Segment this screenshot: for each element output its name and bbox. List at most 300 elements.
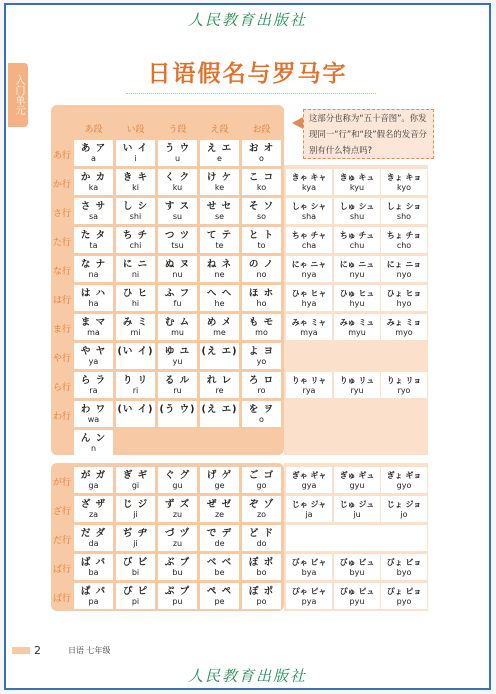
kana-cell [200,343,239,369]
romaji-text: ryo [397,386,411,395]
kana-text: つ ツ [164,230,191,241]
kana-text: ぎ ギ [122,470,149,481]
kana-cell [242,140,281,166]
publisher-logo-bottom: 人民教育出版社 [187,667,307,685]
row-label: た行 [52,238,71,248]
kana-text: びゃ ビャ [291,558,327,567]
romaji-text: ke [214,183,225,192]
title-divider [126,93,376,94]
romaji-text: mu [171,328,184,337]
kana-cell [74,583,113,609]
romaji-text: ku [172,183,183,192]
romaji-text: pi [131,597,140,606]
romaji-text: to [257,241,266,250]
yoon-cell [381,554,427,580]
romaji-text: hya [301,299,317,308]
kana-cell [242,343,281,369]
romaji-text: a [91,154,96,163]
romaji-text: se [214,212,225,221]
romaji-text: bo [256,568,267,577]
romaji-text: pya [301,597,317,606]
kana-text: ひゃ ヒャ [291,289,327,298]
romaji-text: zu [172,510,183,519]
row-label: あ行 [52,151,71,161]
kana-text: (い イ) [117,404,154,415]
kana-cell [74,430,113,456]
kana-cell [200,314,239,340]
romaji-text: ji [133,539,138,548]
kana-text: や ヤ [80,346,107,357]
column-header: あ段 [84,125,103,135]
romaji-text: kya [302,183,316,192]
kana-text: び ビ [122,557,149,568]
romaji-text: ryu [350,386,364,395]
kana-text: た タ [80,230,107,241]
kana-cell [74,467,113,493]
kana-text: ぽ ポ [248,586,275,597]
kana-text: ひょ ヒョ [386,289,422,298]
kana-cell [158,343,197,369]
kana-cell [158,285,197,311]
kana-cell [242,401,281,427]
kana-cell [116,525,155,551]
kana-text: ぎゃ ギャ [291,471,327,480]
kana-text: ぷ プ [164,586,191,597]
kana-cell [116,198,155,224]
kana-cell [242,169,281,195]
kana-cell [158,227,197,253]
romaji-text: zu [172,539,183,548]
romaji-text: ja [305,510,313,519]
kana-cell [200,496,239,522]
kana-text: づ ヅ [164,528,191,539]
kana-cell [116,554,155,580]
romaji-text: yo [256,357,267,366]
romaji-text: ro [257,386,266,395]
kana-cell [200,227,239,253]
romaji-text: myo [395,328,413,337]
kana-text: い イ [122,143,149,154]
kana-cell [74,525,113,551]
kana-cell [158,169,197,195]
kana-cell [158,140,197,166]
yoon-cell [286,256,332,282]
yoon-cell [381,169,427,195]
kana-text: きょ キョ [386,173,422,182]
column-header: お段 [252,125,271,135]
romaji-text: sha [301,212,317,221]
kana-text: じ ジ [122,499,149,510]
romaji-text: byo [396,568,412,577]
kana-cell [200,198,239,224]
kana-cell [116,372,155,398]
kana-text: で デ [206,528,233,539]
yoon-cell [286,554,332,580]
kana-text: わ ワ [80,404,107,415]
yoon-cell [286,169,332,195]
romaji-text: ga [88,481,99,490]
row-label: ま行 [52,325,71,335]
romaji-text: ho [256,299,267,308]
romaji-text: bya [301,568,317,577]
kana-text: ぐ グ [164,470,191,481]
romaji-text: te [215,241,224,250]
page-number-bar [12,647,30,654]
yoon-cell [334,314,380,340]
kana-text: ん ン [80,433,107,444]
yoon-cell [334,372,380,398]
note-box: 这部分也称为“五十音图”。你发现同一“行”和“段”假名的发音分别有什么特点吗? [303,109,434,159]
romaji-text: myu [348,328,366,337]
romaji-text: nya [301,270,317,279]
kana-text: ば バ [80,557,107,568]
romaji-text: pu [172,597,183,606]
romaji-text: gyu [349,481,365,490]
yoon-cell [334,227,380,253]
romaji-text: u [174,154,181,163]
yoon-cell [286,198,332,224]
kana-cell [74,372,113,398]
romaji-text: ba [88,568,99,577]
kana-text: け ケ [206,172,233,183]
yoon-cell [286,467,332,493]
romaji-text: jo [400,510,408,519]
kana-cell [116,314,155,340]
romaji-text: nyu [349,270,365,279]
kana-cell [242,525,281,551]
kana-text: べ ベ [206,557,233,568]
kana-cell [200,583,239,609]
yoon-cell [334,169,380,195]
romaji-text: do [256,539,267,548]
kana-text: か カ [80,172,107,183]
yoon-cell [286,285,332,311]
blank-cell [286,525,427,551]
romaji-text: me [213,328,226,337]
romaji-text: o [259,154,264,163]
romaji-text: ju [353,510,361,519]
romaji-text: ha [88,299,99,308]
kana-text: て テ [206,230,233,241]
row-label: か行 [52,180,71,190]
kana-text: こ コ [248,172,275,183]
romaji-text: gyo [396,481,412,490]
kana-text: る ル [164,375,191,386]
romaji-text: bi [131,568,140,577]
kana-cell [242,256,281,282]
kana-cell [116,401,155,427]
kana-text: を ヲ [248,404,275,415]
page-title: 日语假名与罗马字 [147,61,348,87]
kana-text: ぴゃ ピャ [291,587,327,596]
footer-book-title: 日语 七年级 [68,646,111,655]
kana-text: ぎょ ギョ [386,471,422,480]
kana-text: ぱ パ [80,586,107,597]
kana-text: ず ズ [164,499,191,510]
unit-tab[interactable]: 入门单元 [8,63,28,127]
kana-text: ま マ [80,317,107,328]
kana-cell [242,554,281,580]
kana-cell [242,285,281,311]
romaji-text: gi [131,481,140,490]
kana-cell [158,401,197,427]
romaji-text: ka [88,183,99,192]
kana-cell [116,285,155,311]
kana-cell [200,372,239,398]
romaji-text: ki [132,183,139,192]
kana-text: みゅ ミュ [339,318,375,327]
romaji-text: cha [301,241,317,250]
kana-text: く ク [164,172,191,183]
yoon-cell [381,372,427,398]
kana-cell [116,256,155,282]
kana-text: (え エ) [201,346,238,357]
yoon-cell [381,314,427,340]
kana-cell [242,583,281,609]
romaji-text: ri [132,386,139,395]
romaji-text: po [256,597,267,606]
kana-text: にょ ニョ [386,260,422,269]
textbook-page [4,3,491,690]
kana-cell [116,496,155,522]
kana-text: ど ド [248,528,275,539]
kana-cell [242,496,281,522]
kana-text: が ガ [80,470,107,481]
kana-text: りょ リョ [386,376,422,385]
romaji-text: da [88,539,99,548]
yoon-cell [286,314,332,340]
kana-text: ぺ ペ [206,586,233,597]
romaji-text: tsu [171,241,184,250]
row-label: は行 [52,296,71,306]
kana-text: しょ ショ [386,202,422,211]
kana-cell [74,140,113,166]
kana-text: じょ ジョ [386,500,422,509]
kana-cell [242,467,281,493]
page-number: 2 [34,644,41,657]
romaji-text: de [214,539,225,548]
kana-cell [158,583,197,609]
romaji-text: pe [214,597,225,606]
kana-text: ぴょ ピョ [386,587,422,596]
kana-text: ね ネ [206,259,233,270]
yoon-cell [286,583,332,609]
kana-cell [158,198,197,224]
romaji-text: ta [89,241,98,250]
kana-text: ぼ ボ [248,557,275,568]
kana-text: きゃ キャ [291,173,327,182]
romaji-text: ya [88,357,99,366]
row-label: ば行 [52,565,71,575]
kana-text: ろ ロ [248,375,275,386]
row-label: な行 [52,267,71,277]
row-label: ぱ行 [52,594,71,604]
kana-cell [158,256,197,282]
kana-cell [200,285,239,311]
yoon-cell [286,372,332,398]
kana-text: ち チ [122,230,149,241]
kana-text: ちょ チョ [386,231,422,240]
kana-text: れ レ [206,375,233,386]
kana-text: じゅ ジュ [339,500,375,509]
kana-text: じゃ ジャ [291,500,327,509]
kana-text: う ウ [164,143,191,154]
yoon-cell [334,583,380,609]
kana-text: ひゅ ヒュ [339,289,375,298]
romaji-text: kyu [349,183,365,192]
kana-text: む ム [164,317,191,328]
romaji-text: n [90,444,97,453]
kana-text: ちゅ チュ [339,231,375,240]
kana-text: せ セ [206,201,233,212]
kana-cell [74,169,113,195]
kana-cell [74,256,113,282]
kana-cell [200,256,239,282]
yoon-cell [381,227,427,253]
romaji-text: nu [172,270,183,279]
yoon-cell [334,554,380,580]
row-label: だ行 [52,536,71,546]
yoon-cell [381,467,427,493]
yoon-cell [334,256,380,282]
kana-cell [74,314,113,340]
romaji-text: ge [214,481,225,490]
kana-cell [158,496,197,522]
kana-text: す ス [164,201,191,212]
row-label: が行 [52,478,71,488]
romaji-text: pyu [349,597,365,606]
romaji-text: ni [131,270,140,279]
row-label: わ行 [52,412,71,422]
romaji-text: ne [214,270,225,279]
kana-text: の ノ [248,259,275,270]
yoon-cell [286,496,332,522]
kana-cell [74,343,113,369]
kana-text: き キ [122,172,149,183]
romaji-text: zo [256,510,267,519]
romaji-text: pyo [396,597,412,606]
kana-text: え エ [206,143,233,154]
kana-text: あ ア [80,143,107,154]
yoon-cell [381,198,427,224]
kana-text: りゅ リュ [339,376,375,385]
kana-cell [242,227,281,253]
romaji-text: byu [349,568,365,577]
kana-cell [116,169,155,195]
romaji-text: fu [173,299,182,308]
romaji-text: ko [256,183,267,192]
yoon-cell [381,285,427,311]
romaji-text: cho [396,241,412,250]
romaji-text: wa [87,415,100,424]
romaji-text: bu [172,568,183,577]
romaji-text: sho [396,212,412,221]
kana-text: げ ゲ [206,470,233,481]
kana-text: ら ラ [80,375,107,386]
kana-text: ぜ ゼ [206,499,233,510]
kana-cell [242,198,281,224]
kana-text: ぶ ブ [164,557,191,568]
kana-text: さ サ [80,201,107,212]
kana-text: しゅ シュ [339,202,375,211]
kana-text: へ ヘ [206,288,233,299]
romaji-text: mo [255,328,268,337]
kana-cell [200,467,239,493]
romaji-text: be [214,568,225,577]
kana-cell [200,554,239,580]
kana-cell [158,554,197,580]
kana-text: にゃ ニャ [291,260,327,269]
romaji-text: hyo [396,299,412,308]
kana-text: ぴゅ ピュ [339,587,375,596]
kana-cell [158,467,197,493]
yoon-cell [286,227,332,253]
kana-text: ちゃ チャ [291,231,327,240]
kana-text: (い イ) [117,346,154,357]
romaji-text: go [256,481,267,490]
romaji-text: chu [349,241,365,250]
yoon-cell [334,467,380,493]
romaji-text: na [88,270,99,279]
kana-text: と ト [248,230,275,241]
romaji-text: ji [133,510,138,519]
romaji-text: chi [129,241,142,250]
romaji-text: shi [129,212,142,221]
romaji-text: pa [88,597,99,606]
kana-cell [116,583,155,609]
kana-text: ご ゴ [248,470,275,481]
kana-cell [242,314,281,340]
kana-text: め メ [206,317,233,328]
kana-text: よ ヨ [248,346,275,357]
row-label: ざ行 [52,507,71,517]
kana-text: は ハ [80,288,107,299]
kana-cell [200,169,239,195]
kana-text: しゃ シャ [291,202,327,211]
romaji-text: kyo [397,183,411,192]
kana-text: し シ [122,201,149,212]
kana-text: ぞ ゾ [248,499,275,510]
kana-cell [158,314,197,340]
kana-text: ぬ ヌ [164,259,191,270]
kana-cell [158,372,197,398]
romaji-text: so [256,212,267,221]
row-label: ら行 [52,383,71,393]
kana-text: (う ウ) [159,404,196,415]
romaji-text: yu [172,357,183,366]
kana-cell [116,467,155,493]
kana-text: に ニ [122,259,149,270]
kana-text: り リ [122,375,149,386]
kana-cell [74,198,113,224]
kana-cell [74,554,113,580]
kana-cell [74,227,113,253]
kana-cell [116,343,155,369]
yoon-cell [381,583,427,609]
column-header: い段 [126,125,145,135]
yoon-cell [334,496,380,522]
kana-text: みょ ミョ [386,318,422,327]
kana-text: ほ ホ [248,288,275,299]
kana-cell [242,372,281,398]
romaji-text: gu [172,481,183,490]
romaji-text: re [215,386,224,395]
kana-text: も モ [248,317,275,328]
romaji-text: sa [88,212,99,221]
kana-text: み ミ [122,317,149,328]
yoon-cell [334,198,380,224]
kana-text: ふ フ [164,288,191,299]
